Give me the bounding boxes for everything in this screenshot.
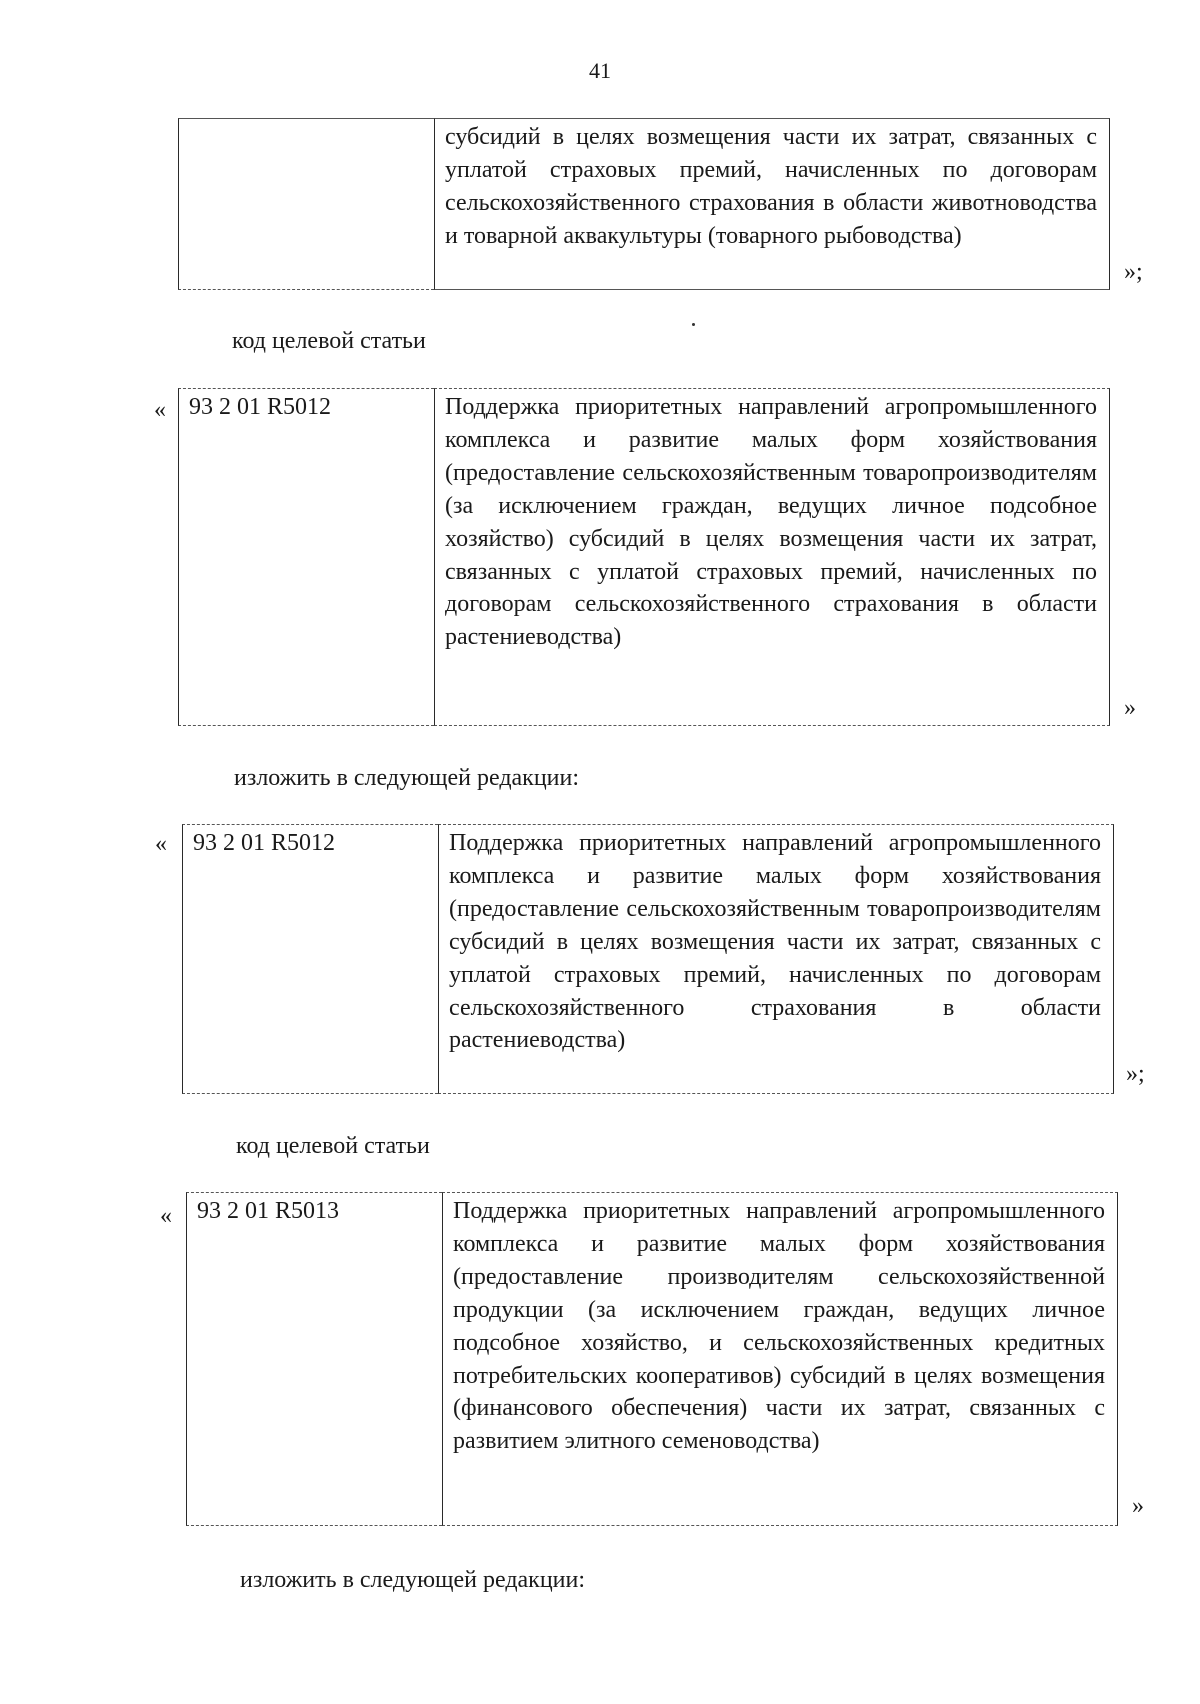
code-label: код целевой статьи <box>232 328 426 354</box>
target-description-cell: субсидий в целях возмещения части их затрат, связанных с уплатой страховых премий, начисленных по договорам сельскохозяйственного страхования в области животноводства и товарной аквакультуры (товарного рыбоводства) <box>434 118 1110 290</box>
closing-quote: » <box>1132 1493 1144 1519</box>
opening-quote: « <box>160 1203 172 1229</box>
target-code-cell: 93 2 01 R5012 <box>178 388 434 726</box>
opening-quote: « <box>154 397 166 423</box>
target-code-cell: 93 2 01 R5012 <box>182 824 438 1094</box>
closing-quote: »; <box>1126 1061 1145 1087</box>
closing-quote: »; <box>1124 259 1143 285</box>
page-number: 41 <box>589 58 611 83</box>
edit-instruction: изложить в следующей редакции: <box>234 765 580 791</box>
edit-instruction: изложить в следующей редакции: <box>240 1567 586 1593</box>
code-label: код целевой статьи <box>236 1133 430 1159</box>
target-description-cell: Поддержка приоритетных направлений агропромышленного комплекса и развитие малых форм хозяйствования (предоставление сельскохозяйственным товаропроизводителям субсидий в целях возмещения части их затрат, связанных с уплатой страховых премий, начисленных по договорам сельскохозяйственного страхования в области растениеводства) <box>438 824 1114 1094</box>
target-code-cell: 93 2 01 R5013 <box>186 1192 442 1526</box>
opening-quote: « <box>155 831 167 857</box>
scan-dot <box>692 323 695 326</box>
closing-quote: » <box>1124 695 1136 721</box>
target-description-cell: Поддержка приоритетных направлений агропромышленного комплекса и развитие малых форм хозяйствования (предоставление сельскохозяйственным товаропроизводителям (за исключением граждан, ведущих личное подсобное хозяйство) субсидий в целях возмещения части их затрат, связанных с уплатой страховых премий, начисленных по договорам сельскохозяйственного страхования в области растениеводства) <box>434 388 1110 726</box>
target-description-cell: Поддержка приоритетных направлений агропромышленного комплекса и развитие малых форм хозяйствования (предоставление производителям сельскохозяйственной продукции (за исключением граждан, ведущих личное подсобное хозяйство, и сельскохозяйственных кредитных потребительских кооперативов) субсидий в целях возмещения (финансового обеспечения) части их затрат, связанных с развитием элитного семеноводства) <box>442 1192 1118 1526</box>
target-code-cell <box>178 118 434 290</box>
